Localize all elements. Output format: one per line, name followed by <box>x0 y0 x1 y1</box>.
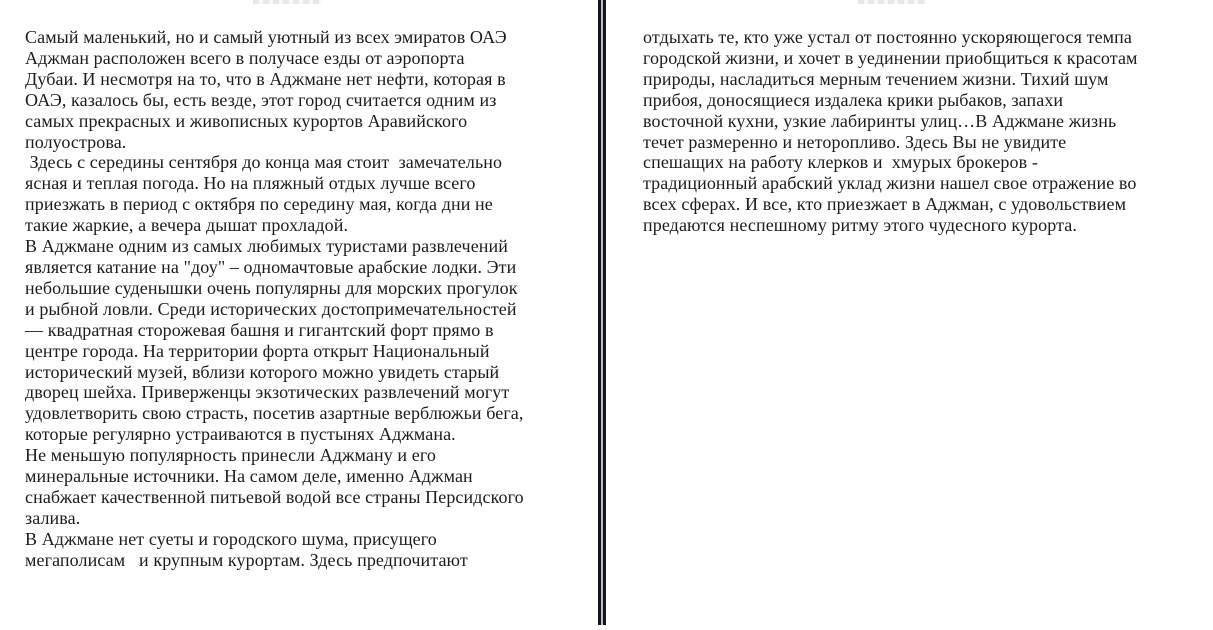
text-line: является катание на "доу" – одномачтовые арабские лодки. Эти <box>25 256 517 277</box>
text-line: Аджман расположен всего в получасе езды от аэропорта <box>25 47 465 68</box>
text-line: прибоя, доносящиеся издалека крики рыбаков, запахи <box>643 89 1064 110</box>
text-line: исторический музей, вблизи которого можно увидеть старый <box>25 361 500 382</box>
clipped-header-remnant-left <box>253 0 321 4</box>
right-text-frame <box>643 27 1193 236</box>
text-line: ясная и теплая погода. Но на пляжный отдых лучше всего <box>25 173 476 194</box>
frame-divider[interactable] <box>598 0 606 625</box>
text-line: отдыхать те, кто уже устал от постоянно ускоряющегося темпа <box>643 27 1132 47</box>
text-line: центре города. На территории форта открыт Национальный <box>25 340 490 361</box>
text-line: дворец шейха. Приверженцы экзотических развлечений могут <box>25 382 510 403</box>
text-line: традиционный арабский уклад жизни нашел свое отражение во <box>643 173 1137 194</box>
text-line: небольшие суденышки очень популярны для морских прогулок <box>25 277 518 298</box>
text-line: спешащих на работу клерков и хмурых брокеров - <box>643 152 1038 173</box>
text-line: Самый маленький, но и самый уютный из всех эмиратов ОАЭ <box>25 27 507 47</box>
text-line: залива. <box>25 507 81 528</box>
text-line: такие жаркие, а вечера дышат прохладой. <box>25 215 349 236</box>
text-line: самых прекрасных и живописных курортов Аравийского <box>25 110 468 131</box>
text-line: Дубаи. И несмотря на то, что в Аджмане нет нефти, которая в <box>25 68 506 89</box>
text-line: Здесь с середины сентября до конца мая стоит замечательно <box>25 152 503 173</box>
text-line: всех сферах. И все, кто приезжает в Аджман, с удовольствием <box>643 194 1127 215</box>
text-line: мегаполисам и крупным курортам. Здесь предпочитают <box>25 549 468 570</box>
text-line: удовлетворить свою страсть, посетив азартные верблюжьи бега, <box>25 403 524 424</box>
text-line: В Аджмане одним из самых любимых туристами развлечений <box>25 236 508 257</box>
text-line: Не меньшую популярность принесли Аджману и его <box>25 445 436 466</box>
text-line: минеральные источники. На самом деле, именно Аджман <box>25 466 473 487</box>
text-line: снабжает качественной питьевой водой все страны Персидского <box>25 486 524 507</box>
text-line: предаются неспешному ритму этого чудесного курорта. <box>643 215 1077 236</box>
text-line: приезжать в период с октября по середину мая, когда дни не <box>25 194 493 215</box>
text-line: ОАЭ, казалось бы, есть везде, этот город считается одним из <box>25 89 497 110</box>
left-text-frame <box>25 27 575 571</box>
text-line: полуострова. <box>25 131 127 152</box>
text-line: — квадратная сторожевая башня и гигантский форт прямо в <box>25 319 494 340</box>
text-line: которые регулярно устраиваются в пустынях Аджмана. <box>25 424 456 445</box>
text-line: течет размеренно и неторопливо. Здесь Вы не увидите <box>643 131 1067 152</box>
text-line: В Аджмане нет суеты и городского шума, присущего <box>25 528 437 549</box>
clipped-header-remnant-right <box>858 0 926 4</box>
text-line: природы, насладиться мерным течением жизни. Тихий шум <box>643 68 1109 89</box>
text-line: и рыбной ловли. Среди исторических достопримечательностей <box>25 298 517 319</box>
text-line: городской жизни, и хочет в уединении приобщиться к красотам <box>643 47 1138 68</box>
text-line: восточной кухни, узкие лабиринты улиц…В Аджмане жизнь <box>643 110 1117 131</box>
